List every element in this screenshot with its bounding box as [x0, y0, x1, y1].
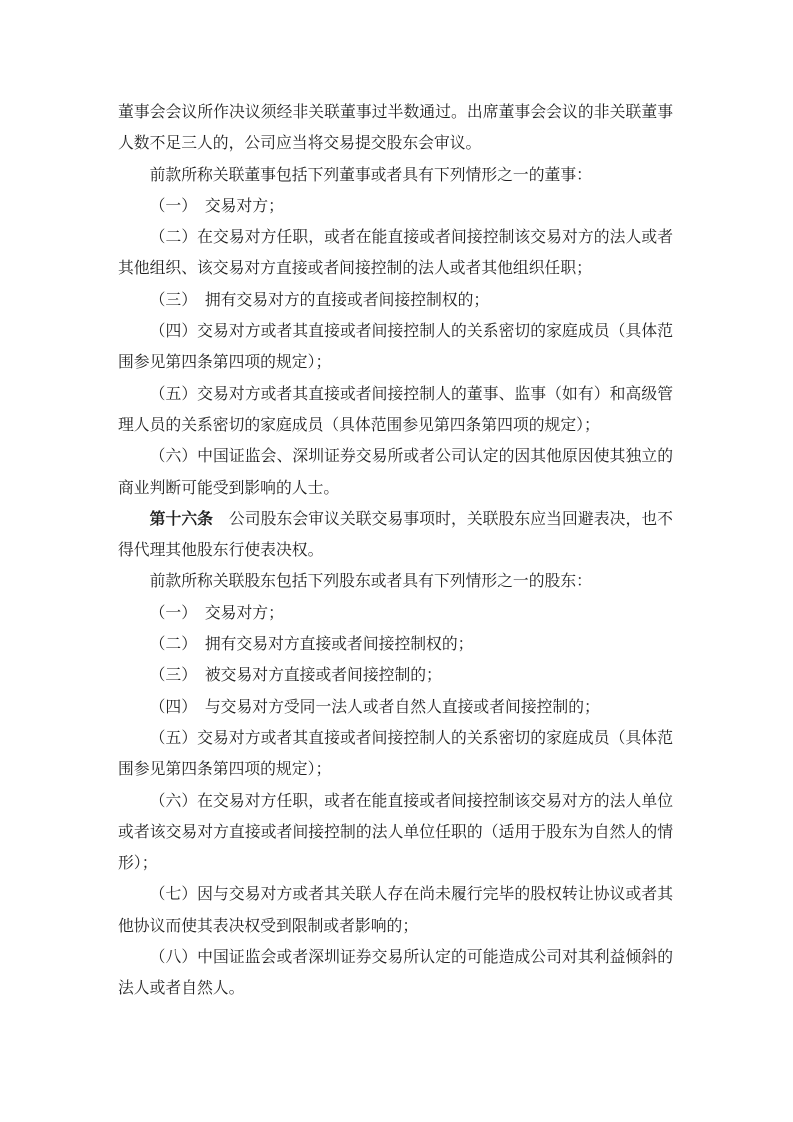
article-paragraph — [118, 504, 673, 567]
paragraph: （二） 拥有交易对方直接或者间接控制权的； — [149, 636, 474, 654]
paragraph: （六）中国证监会、深圳证券交易所或者公司认定的因其他原因使其独立的商业判断可能受到影响的人士。 — [118, 448, 673, 497]
paragraph: （四） 与交易对方受同一法人或者自然人直接或者间接控制的； — [149, 698, 600, 716]
paragraph: （七）因与交易对方或者其关联人存在尚未履行完毕的股权转让协议或者其他协议而使其表决权受到限制或者影响的； — [118, 886, 673, 935]
paragraph-text: 公司股东会审议关联交易事项时，关联股东应当回避表决，也不得代理其他股东行使表决权。 — [118, 510, 673, 560]
paragraph: 前款所称关联股东包括下列股东或者具有下列情形之一的股东： — [149, 573, 592, 591]
paragraph: （二）在交易对方任职，或者在能直接或者间接控制该交易对方的法人或者其他组织、该交易对方直接或者间接控制的法人或者其他组织任职； — [118, 229, 673, 278]
paragraph: （八）中国证监会或者深圳证券交易所认定的可能造成公司对其利益倾斜的法人或者自然人。 — [118, 949, 673, 998]
paragraph: （四）交易对方或者其直接或者间接控制人的关系密切的家庭成员（具体范围参见第四条第四项的规定）； — [118, 323, 673, 372]
paragraph: （五）交易对方或者其直接或者间接控制人的董事、监事（如有）和高级管理人员的关系密切的家庭成员（具体范围参见第四条第四项的规定）； — [118, 385, 673, 434]
paragraph: （五）交易对方或者其直接或者间接控制人的关系密切的家庭成员（具体范围参见第四条第四项的规定）； — [118, 729, 673, 779]
paragraph: 前款所称关联董事包括下列董事或者具有下列情形之一的董事： — [149, 166, 592, 184]
paragraph: （一） 交易对方； — [149, 604, 284, 622]
paragraph: 董事会会议所作决议须经非关联董事过半数通过。出席董事会会议的非关联董事人数不足三人的，公司应当将交易提交股东会审议。 — [118, 104, 673, 153]
paragraph: （六）在交易对方任职，或者在能直接或者间接控制该交易对方的法人单位或者该交易对方直接或者间接控制的法人单位任职的（适用于股东为自然人的情形）； — [118, 792, 673, 873]
article-number: 第十六条 — [149, 510, 214, 528]
paragraph: （三） 被交易对方直接或者间接控制的； — [149, 667, 442, 685]
paragraph: （一） 交易对方； — [149, 197, 284, 215]
document-body — [118, 97, 673, 1005]
paragraph: （三） 拥有交易对方的直接或者间接控制权的； — [149, 291, 490, 309]
